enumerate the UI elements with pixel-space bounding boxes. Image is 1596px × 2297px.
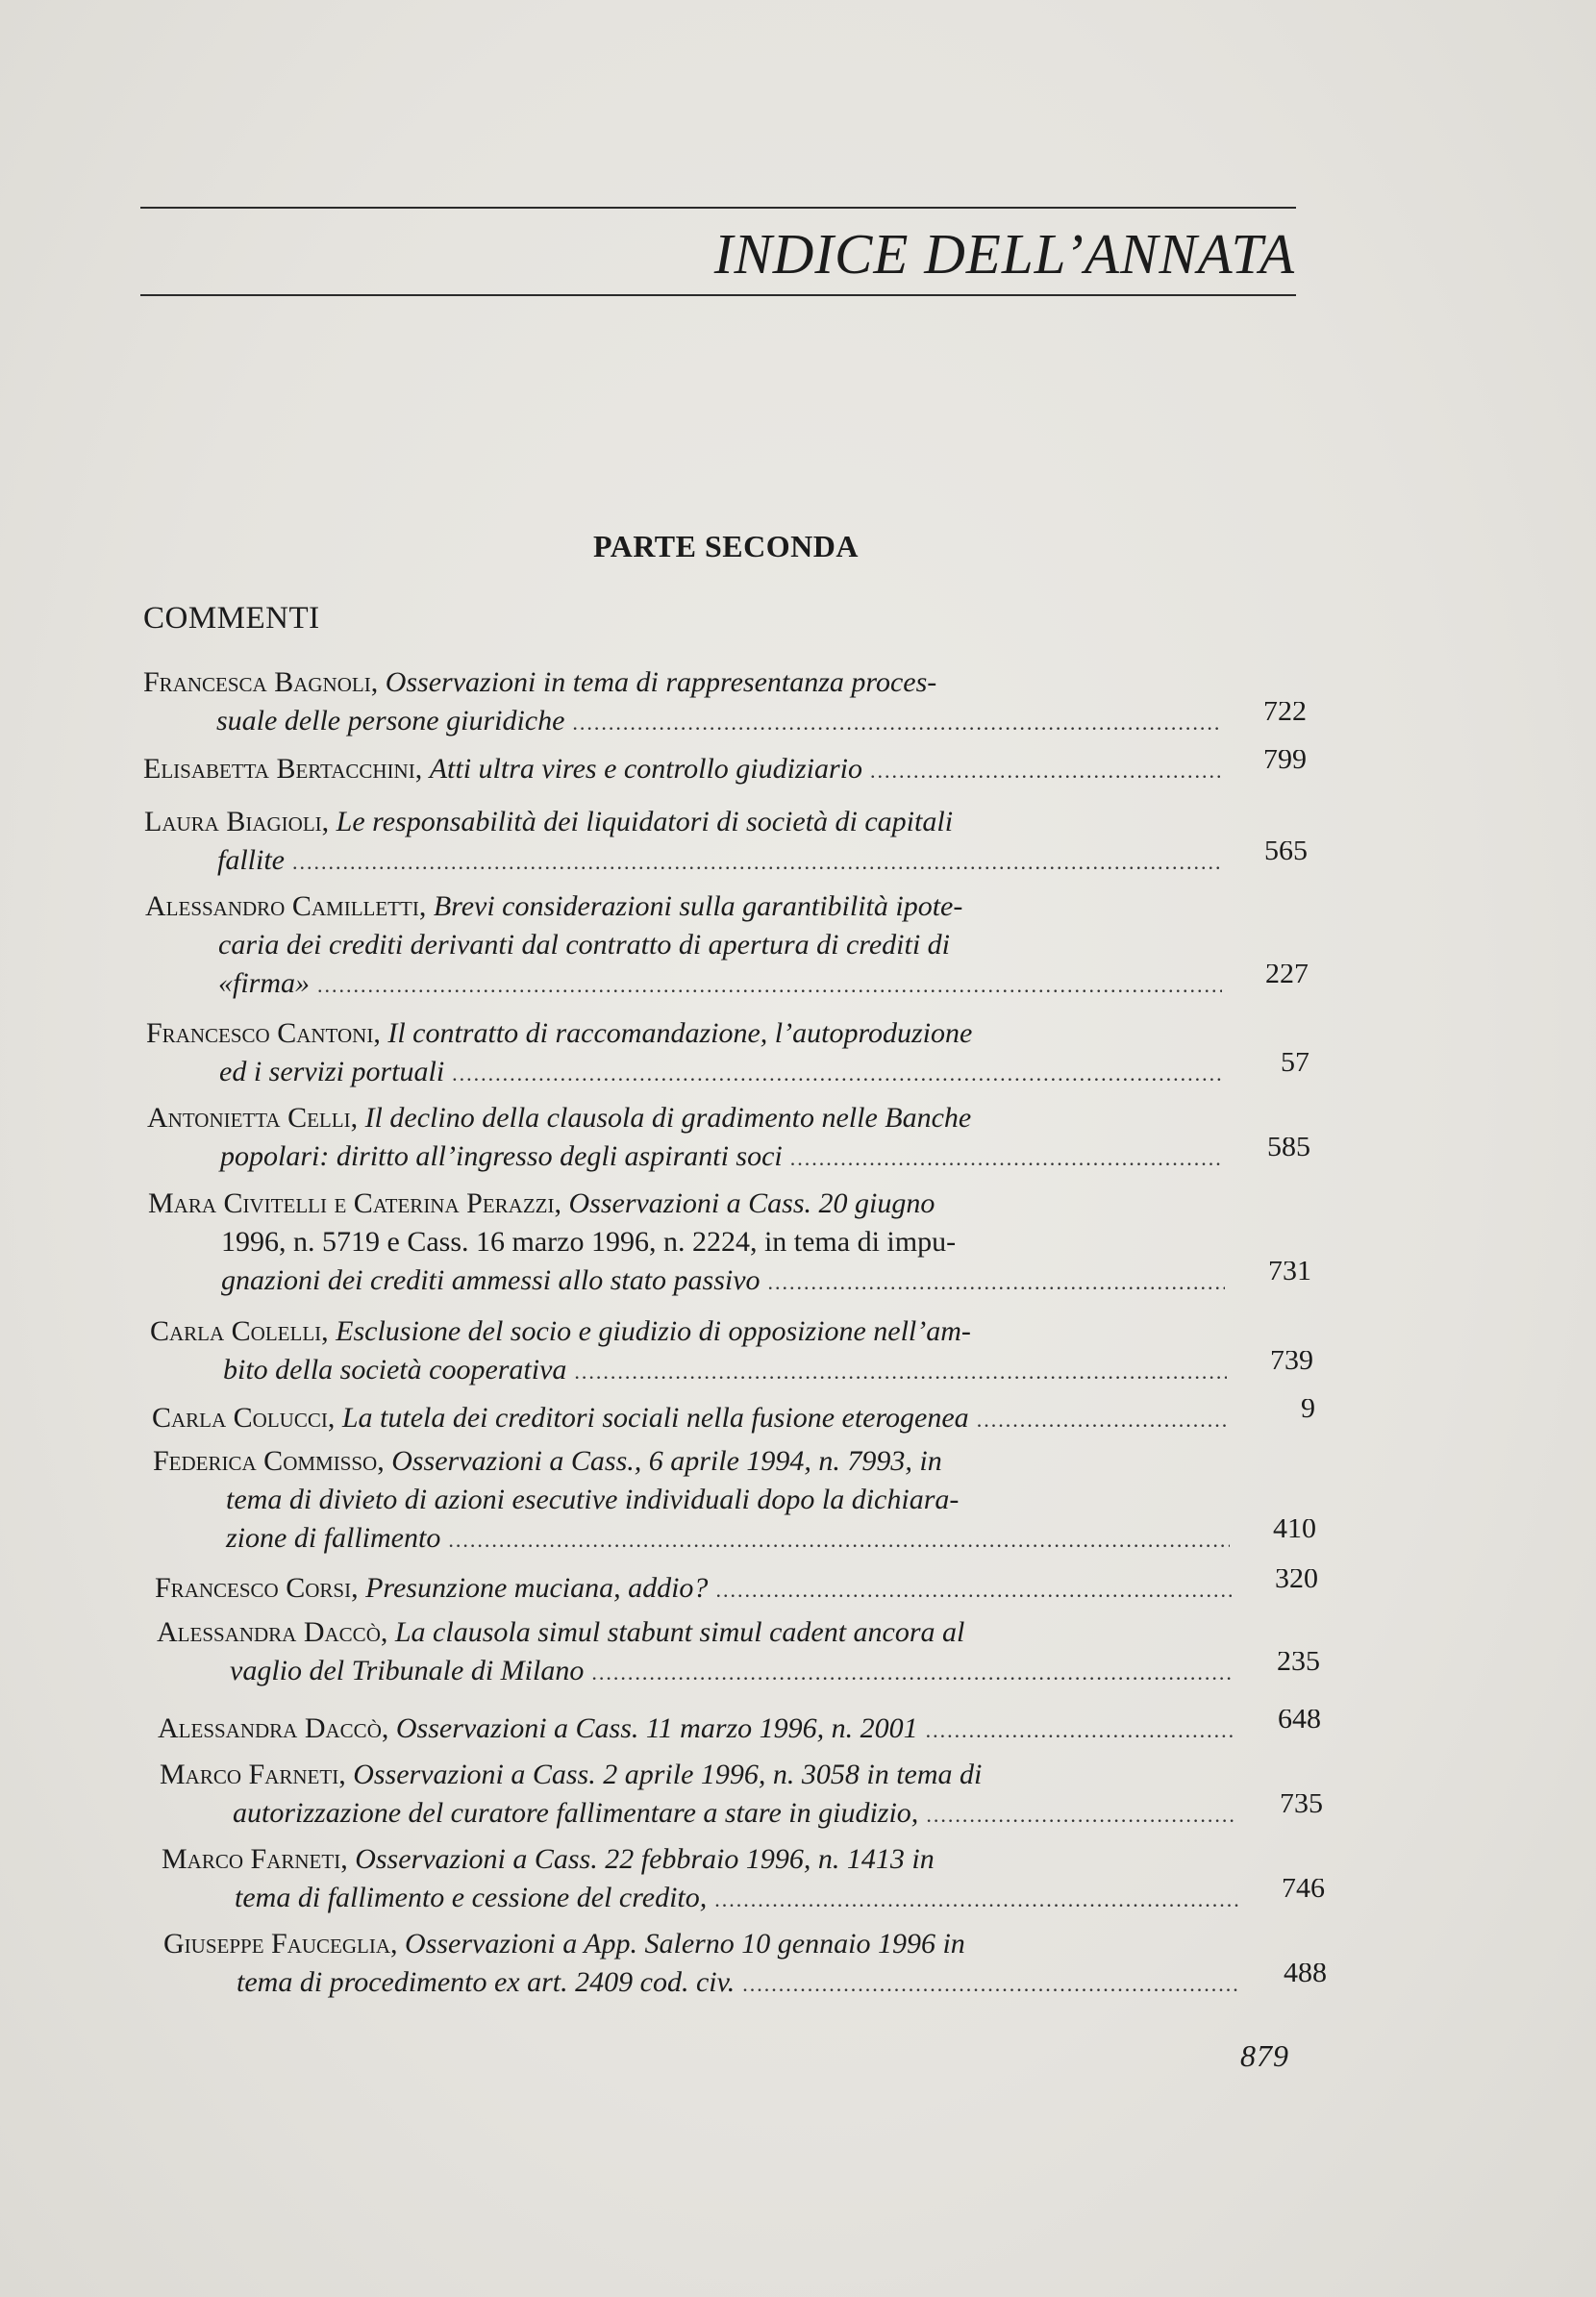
entry-page: 57 — [1281, 1053, 1309, 1078]
entry-page: 648 — [1278, 1710, 1321, 1735]
entry-author: Federica Commisso — [153, 1445, 378, 1477]
entry-title-line: La clausola simul stabunt simul cadent ancora al — [394, 1616, 965, 1648]
page-number: 879 — [1240, 2038, 1289, 2073]
part-title: PARTE SECONDA — [593, 529, 859, 563]
entry-title-line: La tutela dei creditori sociali nella fusione eterogenea — [341, 1402, 969, 1434]
entry-title-line: Presunzione muciana, addio? — [365, 1572, 709, 1604]
index-entry: Mara Civitelli e Caterina Perazzi, Osservazioni a Cass. 20 giugno 1996, n. 5719 e Cass. 16 marzo 1996, n. 2224, in tema di impu- gnazioni dei crediti ammessi allo stato passivo ..... 731 — [148, 1185, 1311, 1300]
entry-page: 227 — [1265, 964, 1309, 989]
entry-page: 565 — [1264, 841, 1308, 866]
entry-author: Alessandra Daccò — [157, 1616, 381, 1648]
entry-title-line: Osservazioni a Cass. 11 marzo 1996, n. 2001 — [395, 1712, 918, 1744]
entry-title-line: ed i servizi portuali — [219, 1056, 445, 1087]
entry-title-line: tema di fallimento e cessione del credito, — [235, 1882, 708, 1913]
index-entry: Giuseppe Fauceglia, Osservazioni a App. Salerno 10 gennaio 1996 in tema di procedimento ex art. 2409 cod. civ. ..... 488 — [163, 1925, 1327, 2002]
index-entry: Antonietta Celli, Il declino della clausola di gradimento nelle Banche popolari: diritto all’ingresso degli aspiranti soci ..... 585 — [147, 1099, 1310, 1176]
index-entry: Francesco Corsi, Presunzione muciana, addio? ..... 320 — [155, 1569, 1318, 1608]
entry-author: Laura Biagioli — [144, 806, 322, 837]
entry-title-line: autorizzazione del curatore fallimentare a stare in giudizio, — [233, 1797, 919, 1829]
entry-author: Francesca Bagnoli — [143, 666, 371, 698]
leader-dots — [317, 966, 1222, 1003]
leader-dots — [926, 1711, 1234, 1748]
leader-dots — [790, 1139, 1224, 1176]
entry-page: 799 — [1263, 750, 1307, 775]
leader-dots — [742, 1965, 1240, 2002]
entry-page: 739 — [1270, 1351, 1313, 1376]
entry-author: Alessandra Daccò — [158, 1712, 382, 1744]
entry-author: Mara Civitelli e Caterina Perazzi — [148, 1187, 555, 1219]
leader-dots — [448, 1521, 1230, 1558]
index-entry: Marco Farneti, Osservazioni a Cass. 22 febbraio 1996, n. 1413 in tema di fallimento e cessione del credito, ..... 746 — [162, 1840, 1325, 1917]
entry-title-line: suale delle persone giuridiche — [216, 705, 565, 737]
entry-title-line: Osservazioni a Cass. 22 febbraio 1996, n. 1413 in — [355, 1843, 935, 1875]
entry-title-line: Osservazioni a Cass., 6 aprile 1994, n. 7993, in — [391, 1445, 942, 1477]
entry-title-line: vaglio del Tribunale di Milano — [230, 1655, 585, 1686]
entry-title-line: Osservazioni a Cass. 2 aprile 1996, n. 3058 in tema di — [353, 1759, 983, 1790]
entry-title-line: Atti ultra vires e controllo giudiziario — [429, 753, 862, 785]
entry-title-line: popolari: diritto all’ingresso degli aspiranti soci — [220, 1140, 783, 1172]
index-entry: Elisabetta Bertacchini, Atti ultra vires e controllo giudiziario ..... 799 — [143, 750, 1307, 788]
entry-author: Alessandro Camilletti — [145, 890, 419, 922]
entry-title-line: tema di procedimento ex art. 2409 cod. civ. — [237, 1966, 736, 1998]
entry-title-line: bito della società cooperativa — [223, 1354, 567, 1386]
entry-title-line: zione di fallimento — [226, 1522, 441, 1554]
leader-dots — [870, 752, 1220, 788]
entry-page: 320 — [1275, 1569, 1318, 1594]
index-entry: Federica Commisso, Osservazioni a Cass., 6 aprile 1994, n. 7993, in tema di divieto di azioni esecutive individuali dopo la dichiara- zione di fallimento ..... 410 — [153, 1442, 1316, 1558]
entry-title-line: caria dei crediti derivanti dal contratto di apertura di crediti di — [218, 929, 951, 961]
leader-dots — [715, 1571, 1232, 1608]
entry-page: 410 — [1273, 1519, 1316, 1544]
entry-author: Marco Farneti — [160, 1759, 339, 1790]
entry-title-line: tema di divieto di azioni esecutive individuali dopo la dichiara- — [226, 1484, 960, 1515]
leader-dots — [452, 1055, 1223, 1091]
entry-author: Francesco Corsi — [155, 1572, 352, 1604]
leader-dots — [926, 1796, 1236, 1833]
entry-title-line: Brevi considerazioni sulla garantibilità ipote- — [433, 890, 963, 922]
entry-title-line: Osservazioni a App. Salerno 10 gennaio 1996 in — [405, 1928, 965, 1960]
index-entry: Francesco Cantoni, Il contratto di raccomandazione, l’autoproduzione ed i servizi portuali ..... 57 — [146, 1014, 1309, 1091]
entry-title-line: Osservazioni in tema di rappresentanza proces- — [385, 666, 937, 698]
index-entry: Carla Colucci, La tutela dei creditori sociali nella fusione eterogenea ..... 9 — [152, 1399, 1315, 1437]
index-entry: Laura Biagioli, Le responsabilità dei liquidatori di società di capitali fallite ..... 565 — [144, 803, 1308, 880]
entry-title-line: Il declino della clausola di gradimento nelle Banche — [364, 1102, 972, 1134]
entry-title-line: «firma» — [218, 967, 311, 999]
entry-title-line: Il contratto di raccomandazione, l’autoproduzione — [387, 1017, 973, 1049]
leader-dots — [572, 704, 1220, 740]
index-entry: Marco Farneti, Osservazioni a Cass. 2 aprile 1996, n. 3058 in tema di autorizzazione del curatore fallimentare a stare in giudizio, ..... 735 — [160, 1756, 1323, 1833]
entry-title-line: Esclusione del socio e giudizio di opposizione nell’am- — [336, 1315, 971, 1347]
page-title: INDICE DELL’ANNATA — [713, 222, 1295, 286]
index-entry: Alessandra Daccò, La clausola simul stabunt simul cadent ancora al vaglio del Tribunale di Milano ..... 235 — [157, 1613, 1320, 1690]
index-entry: Francesca Bagnoli, Osservazioni in tema di rappresentanza proces- suale delle persone giuridiche ..... 722 — [143, 663, 1307, 740]
entry-title-line: fallite — [217, 844, 285, 876]
leader-dots — [768, 1263, 1225, 1300]
entry-title-line: gnazioni dei crediti ammessi allo stato passivo — [221, 1264, 761, 1296]
entry-page: 722 — [1263, 702, 1307, 727]
entry-author: Carla Colelli — [150, 1315, 322, 1347]
leader-dots — [292, 843, 1221, 880]
entry-title-line: Osservazioni a Cass. 20 giugno — [568, 1187, 935, 1219]
entry-page: 735 — [1280, 1794, 1323, 1819]
entry-author: Elisabetta Bertacchini — [143, 753, 415, 785]
entry-author: Francesco Cantoni — [146, 1017, 374, 1049]
entry-page: 235 — [1277, 1652, 1320, 1677]
entry-page: 9 — [1301, 1399, 1315, 1424]
entry-page: 746 — [1282, 1879, 1325, 1904]
leader-dots — [591, 1654, 1234, 1690]
leader-dots — [977, 1401, 1229, 1437]
entry-page: 731 — [1268, 1261, 1311, 1286]
entry-title-line: Le responsabilità dei liquidatori di società di capitali — [336, 806, 954, 837]
leader-dots — [574, 1353, 1227, 1389]
entry-author: Carla Colucci — [152, 1402, 328, 1434]
leader-dots — [714, 1881, 1238, 1917]
index-entry: Alessandro Camilletti, Brevi considerazioni sulla garantibilità ipote- caria dei crediti derivanti dal contratto di apertura di crediti di «firma» ..... 227 — [145, 887, 1309, 1003]
index-entry: Carla Colelli, Esclusione del socio e giudizio di opposizione nell’am- bito della società cooperativa ..... 739 — [150, 1312, 1313, 1389]
section-title: COMMENTI — [143, 601, 320, 636]
entry-author: Marco Farneti — [162, 1843, 341, 1875]
entry-author: Antonietta Celli — [147, 1102, 351, 1134]
entry-page: 585 — [1267, 1137, 1310, 1162]
index-entry: Alessandra Daccò, Osservazioni a Cass. 11 marzo 1996, n. 2001 ..... 648 — [158, 1710, 1321, 1748]
entry-author: Giuseppe Fauceglia — [163, 1928, 391, 1960]
entry-title-line: 1996, n. 5719 e Cass. 16 marzo 1996, n. 2224, in tema di impu- — [221, 1226, 957, 1258]
entry-page: 488 — [1284, 1963, 1327, 1988]
